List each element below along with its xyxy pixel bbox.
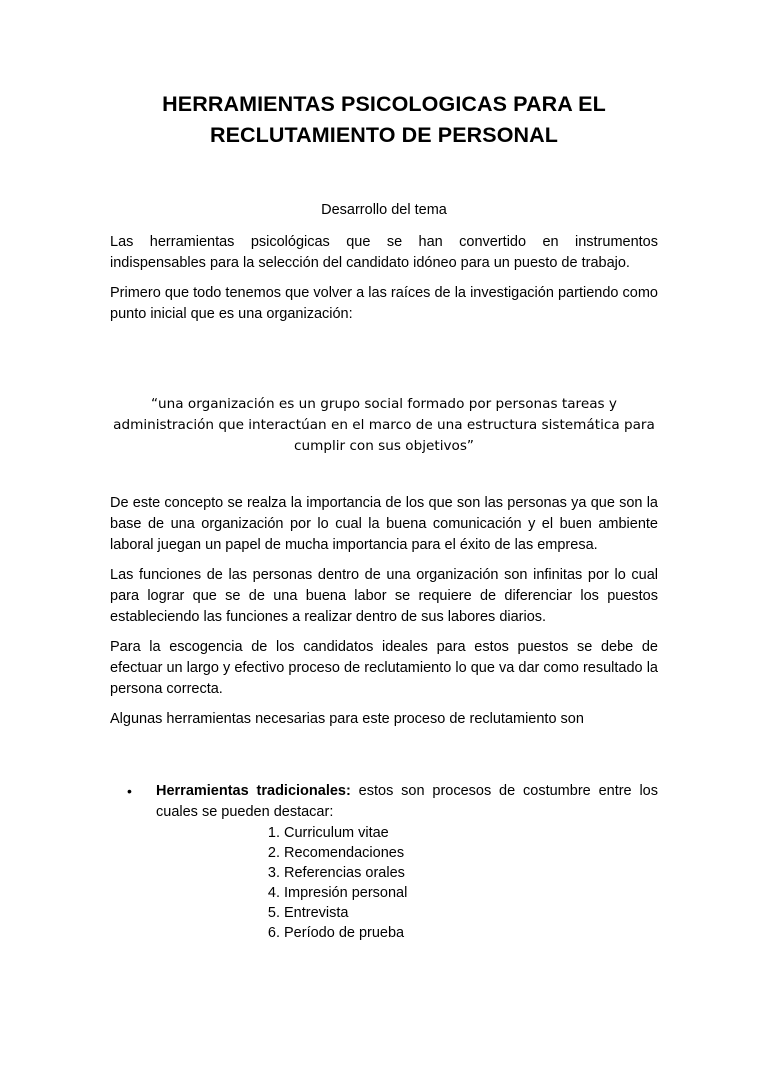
list-text: Período de prueba <box>284 925 405 941</box>
list-text: Recomendaciones <box>284 845 405 861</box>
quote-line-1: “una organización es un grupo social formado por personas tareas y <box>151 396 617 412</box>
list-number: 2. <box>267 845 280 861</box>
list-text: Referencias orales <box>284 865 405 881</box>
bullet-icon: • <box>127 783 132 799</box>
paragraph-1: Las herramientas psicológicas que se han convertido en instrumentos indispensables para la selección del candidato idóneo para un puesto de trabajo. <box>110 234 658 271</box>
list-number: 6. <box>267 925 280 941</box>
list-text: Impresión personal <box>284 885 408 901</box>
document-title <box>110 89 658 151</box>
intro-block <box>110 232 658 325</box>
list-text: Entrevista <box>284 905 349 921</box>
quote-line-2: administración que interactúan en el marco de una estructura sistemática para <box>113 417 655 433</box>
list-item <box>258 923 658 943</box>
list-item <box>258 823 658 843</box>
numbered-list <box>258 823 658 943</box>
list-number: 3. <box>267 865 280 881</box>
title-line-2: RECLUTAMIENTO DE PERSONAL <box>209 123 559 147</box>
list-number: 5. <box>267 905 280 921</box>
tools-list <box>110 781 658 943</box>
title-line-1: HERRAMIENTAS PSICOLOGICAS PARA EL <box>162 92 606 116</box>
list-item <box>110 781 658 823</box>
list-item <box>258 843 658 863</box>
definition-quote <box>110 394 658 457</box>
list-item <box>258 883 658 903</box>
list-number: 1. <box>267 825 280 841</box>
paragraph-2: Primero que todo tenemos que volver a las raíces de la investigación partiendo como punto inicial que es una organización: <box>110 285 658 322</box>
paragraph-4: Las funciones de las personas dentro de una organización son infinitas por lo cual para lograr que se de una buena labor se requiere de diferenciar los puestos estableciendo las funciones a realizar dentro de sus labores diarios. <box>110 567 658 625</box>
list-item <box>258 903 658 923</box>
list-text: Curriculum vitae <box>284 825 389 841</box>
list-number: 4. <box>267 885 280 901</box>
bullet-heading: Herramientas tradicionales: <box>156 783 351 799</box>
quote-line-3: cumplir con sus objetivos” <box>294 438 474 454</box>
paragraph-5: Para la escogencia de los candidatos ideales para estos puestos se debe de efectuar un largo y efectivo proceso de reclutamiento lo que va dar como resultado la persona correcta. <box>110 639 658 697</box>
main-block <box>110 493 658 730</box>
bullet-text: estos son procesos de costumbre entre los cuales se pueden destacar: <box>156 783 658 820</box>
paragraph-3: De este concepto se realza la importancia de los que son las personas ya que son la base de una organización por lo cual la buena comunicación y el buen ambiente laboral juegan un papel de mucha importancia para el éxito de las empresa. <box>110 495 658 553</box>
paragraph-6: Algunas herramientas necesarias para este proceso de reclutamiento son <box>110 711 584 727</box>
list-item <box>258 863 658 883</box>
section-subtitle: Desarrollo del tema <box>321 202 447 218</box>
